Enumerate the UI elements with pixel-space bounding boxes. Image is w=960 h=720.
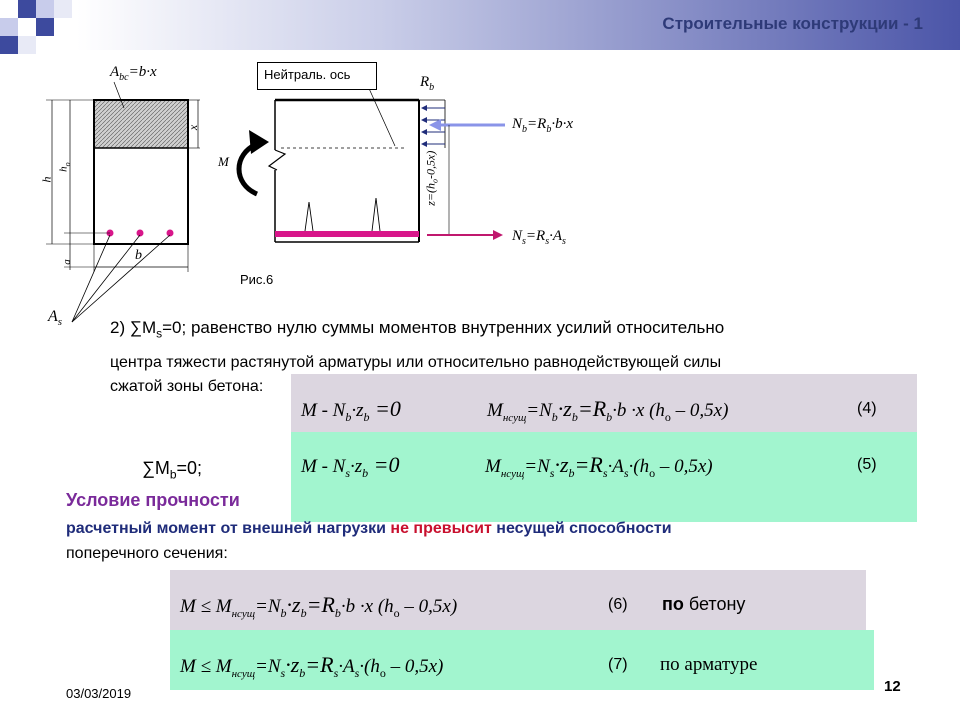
mb-equation: $\sum M_b=0$; (142, 458, 203, 482)
condition-line2: поперечного сечения: (66, 545, 228, 562)
item2-line2: центра тяжести растянутой арматуры или относительно равнодействующей силы (110, 354, 722, 371)
ns-formula-label: $N_s=R_s\cdot A_s$ (512, 228, 566, 247)
page-number: 12 (884, 678, 901, 695)
formula-6: $M \le M_{нсущ}=N_b\cdot z_b=R_b\cdot b \cdot x$ $(h_o - 0,5x)$ (180, 592, 458, 620)
formula-7: $M \le M_{нсущ}=N_s\cdot z_b=R_s\cdot A_s\cdot(h_o - 0,5x)$ (180, 652, 444, 680)
formula-5-left: $M - N_s\cdot z_b =0$ (301, 452, 400, 480)
rb-label: $R_b$ (420, 74, 435, 93)
neutral-axis-label-box (257, 62, 377, 90)
beam-forces-diagram (205, 58, 510, 273)
nb-formula-label: $N_b=R_b\cdot b\cdot x$ (512, 116, 573, 135)
formula-box-7 (170, 630, 874, 690)
footer-date: 03/03/2019 (66, 686, 132, 701)
neutral-axis-label: Нейтраль. ось (264, 67, 351, 82)
condition-title: Условие прочности (66, 490, 240, 510)
formula-4-number: (4) (857, 400, 877, 417)
formula-6-note: по бетону (662, 594, 746, 614)
h-dim-label: h (39, 176, 54, 183)
rebar-line (275, 231, 419, 237)
header-square (0, 18, 18, 36)
slide-title: Строительные конструкции - 1 (662, 14, 923, 33)
abc-label: $A_{bc}=b\cdot x$ (110, 64, 157, 83)
formula-5-right: $M_{нсущ}=N_s\cdot z_b=R_s\cdot A_s\cdot(h_o - 0,5x)$ (485, 452, 713, 480)
header-square (18, 0, 36, 18)
header-square (36, 18, 54, 36)
formula-5-number: (5) (857, 456, 877, 473)
formula-4-left: $M - N_b\cdot z_b =0$ (301, 396, 401, 424)
as-label: $A_s$ (48, 308, 63, 329)
ho-dim-label: $h_o$ (57, 162, 72, 172)
formula-box-5 (291, 432, 917, 522)
header-square (36, 0, 54, 18)
formula-6-number: (6) (608, 596, 628, 613)
condition-line1: расчетный момент от внешней нагрузки не превысит несущей способности (66, 520, 672, 537)
b-dim-label: b (135, 248, 142, 263)
compressed-zone (94, 100, 188, 148)
formula-7-note: по арматуре (660, 654, 758, 675)
a-dim-label: a (60, 259, 73, 265)
figure-caption: Рис.6 (240, 272, 274, 287)
item2-line3: сжатой зоны бетона: (110, 378, 264, 395)
header-square (0, 36, 18, 54)
z-formula-label: $z=(h_o-0,5x)$ (423, 150, 440, 206)
formula-7-number: (7) (608, 656, 628, 673)
m-label: M (218, 154, 229, 169)
header-square (18, 36, 36, 54)
formula-box-4 (291, 374, 917, 432)
header-square (54, 0, 72, 18)
cross-section-diagram (30, 60, 200, 335)
item2-line1: 2) $\sum M_s=0$; равенство нулю суммы моментов внутренних усилий относительно (110, 318, 725, 341)
formula-box-6 (170, 570, 866, 630)
formula-4-right: $M_{нсущ}=N_b\cdot z_b=R_b\cdot b \cdot x$ $(h_o - 0,5x)$ (487, 396, 729, 424)
x-dim-label: x (186, 124, 201, 131)
